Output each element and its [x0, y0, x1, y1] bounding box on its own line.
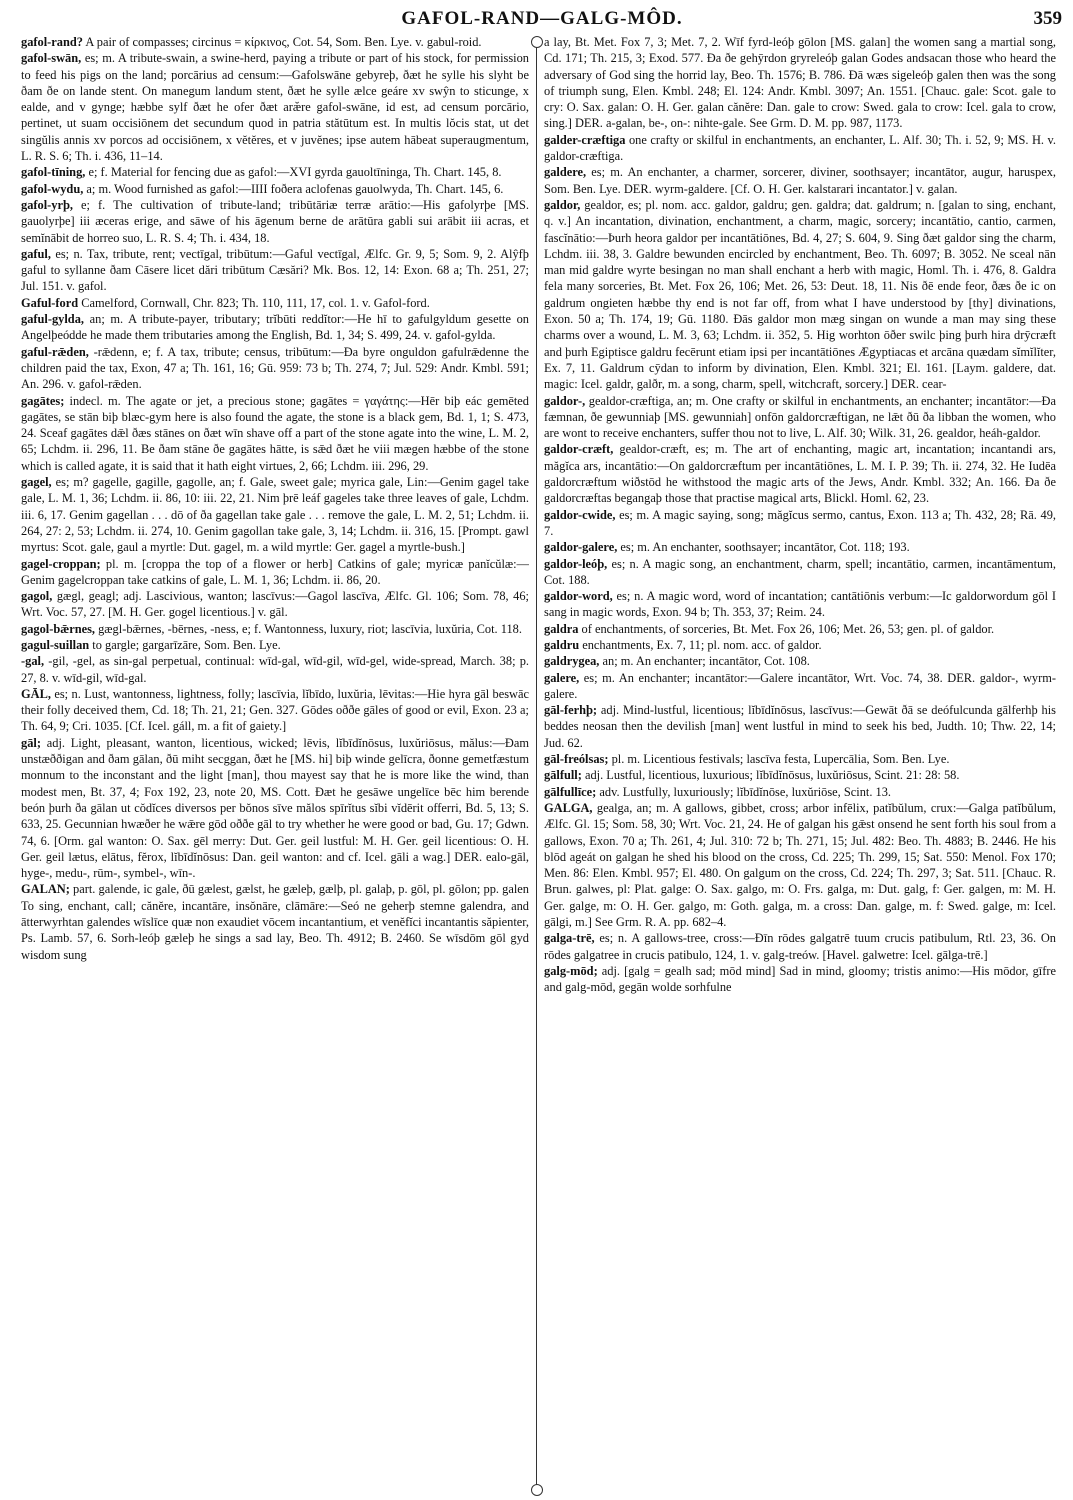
dictionary-entry — [21, 246, 529, 295]
dictionary-entry — [544, 132, 1056, 165]
headword: Gaful-ford — [21, 295, 79, 310]
dictionary-entry — [544, 930, 1056, 963]
entry-text: es; m. An enchanter, a charmer, sorcerer, diviner, soothsayer; incantātor, augur, haruspex, Som. Ben. Lye. DER. wyrm-galdere. [Cf. O. H. Ger. kalstarari incantator.] v. galan. — [544, 165, 1056, 196]
dictionary-entry — [21, 686, 529, 735]
headword: galdru — [544, 637, 580, 652]
entry-text: adj. Light, pleasant, wanton, licentious, wicked; lēvis, lĭbīdĭnōsus, luxŭriōsus, mălus:—Ðam unstæððigan and ðam gālan, ðū miht secggan, ðæt he [MS. hi] biþ winde gelīcra, ðonne gemetfæstum monnum to the inconstant and the light [man], thou mayest say that he is more like the wind, than modest men, Bt. 37, 4; Fox 192, 23, note 20, MS. Cott. Ðæt he gesāwe ungelīce bēc him berende beón þurh ða gālan ut cŏdĭces diversos per bŏnos sīve mălos spīrĭtus sĭbi vĭdērit offerri, Bd. 5, 13; S. 633, 25. Gecunnian hwæðer he wǣre gōd oððe gāl to try whether he were good or bad, Gu. 17; Gdwn. 74, 6. [Orm. gal wanton: O. Sax. gēl merry: Dut. Ger. geil lustful: M. H. Ger. geil licentious: O. H. Ger. geil lætus, elātus, fĕrox, lĭbīdĭnōsus: Dan. geil wanton: and cf. Icel. gāli a wag.] DER. ealo-gāl, hyge-, medu-, rūm-, symbel-, wīn-. — [21, 735, 529, 881]
entry-text: Camelford, Cornwall, Chr. 823; Th. 110, 111, 17, col. 1. v. Gafol-ford. — [78, 295, 430, 310]
entry-text: adj. [galg = gealh sad; mōd mind] Sad in mind, gloomy; tristis animo:—His mōdor, gīfre and galg-mōd, gegān wolde sorhfulne — [544, 963, 1056, 995]
dictionary-entry — [544, 539, 1056, 555]
entry-text: indecl. m. The agate or jet, a precious stone; gagātes = γαγάτης:—Hēr biþ eác gemēted gagātes, se stān biþ blæc-gym here is also found the agate, the stone is a black gem, Bd. 1, 1; S. 473, 24. Sceaf gagātes dǣl ðæs stānes on ðæt wīn shave off a part of the stone agate into the wine, L. M. 2, 65; Lchdm. ii. 296, 11. Be ðam stāne ðe gagātes hātte, is sǣd ðæt he viii mægen hæbbe of the stone which is called agate, it is said that it hath eight virtues, 2, 66; Lchdm. iii. 296, 29. — [21, 393, 529, 473]
entry-text: gealdor-cræftiga, an; m. One crafty or skilful in enchantments, an enchanter; incantātor:—Ða fæmnan, ðe gewunniaþ [MS. gewunniah] onfōn galdorcræftigan, ne lǣt ðū ða libban the women, who are wont to receive enchanters, suffer thou not to live, L. Alf. 30; Wilk. 31, 26. gealdor, heáh-galdor. — [544, 393, 1056, 441]
entry-text: -gil, -gel, as sin-gal perpetual, continual: wīd-gal, wīd-gil, wīd-gel, wide-spread, March. 38; p. 27, 8. v. wīd-gil, wīd-gal. — [21, 654, 529, 685]
page-title: GAFOL-RAND—GALG-MÔD. — [401, 8, 683, 29]
entry-text: es; n. A magic word, word of incantation; cantātiōnis verbum:—Ic galdorwordum gōl I sang in magic words, Exon. 94 b; Th. 353, 37; Reim. 24. — [544, 589, 1056, 620]
dictionary-entry — [544, 751, 1056, 767]
entry-text: e; f. Material for fencing due as gafol:—XVI gyrda gauoltīninga, Th. Chart. 145, 8. — [85, 165, 502, 180]
dictionary-entry — [544, 670, 1056, 703]
headword: gaful-rǣden, — [21, 344, 89, 359]
dictionary-entry — [21, 735, 529, 882]
dictionary-entry — [21, 50, 529, 164]
headword: gāl; — [21, 735, 41, 750]
entry-text: an; m. An enchanter; incantātor, Cot. 108. — [599, 654, 810, 669]
headword: GALAN; — [21, 882, 70, 897]
entry-text: to gargle; gargarīzāre, Som. Ben. Lye. — [89, 637, 281, 652]
headword: gagol, — [21, 589, 53, 604]
dictionary-entry — [544, 800, 1056, 930]
entry-text: es; m. An enchanter; incantātor:—Galere incantātor, Wrt. Voc. 74, 38. DER. galdor-, wyrm-galere. — [544, 670, 1056, 701]
headword: gagel-croppan; — [21, 556, 101, 571]
entry-text: es; m? gagelle, gagille, gagolle, an; f. Gale, sweet gale; myrica gale, Lin:—Genim gagel take gale, L. M. 1, 36; Lchdm. ii. 86, 10: iii. 22, 21. Nim þrē leáf gageles take three leaves of gale, Lchdm. iii. 6, 17. Genim gagellan . . . dō of ða gagellan take gale . . . remove the gale, L. M. 2, 51; Lchdm. ii. 264, 27: 2, 53; Lchdm. ii. 274, 10. Genim gagollan take gale, 3, 14; Lchdm. ii. 316, 15. [Prompt. gawl myrtus: Scot. gale, gaul a myrtle: Dut. gagel, m. a wild myrtle: Ger. gagel a myrtle-bush.] — [21, 475, 529, 555]
dictionary-entry — [21, 197, 529, 246]
entry-text: gealdor, es; pl. nom. acc. galdor, galdru; gen. galdra; dat. galdrum; n. [galan to sing, enchant, q. v.] An incantation, divination, enchantment, a charm, magic, sorcery; incantātio, cantio, carmen, fascĭnātio:—Þurh heora galdor per incantātiōnes, Bd. 4, 27; S. 604, 9. Sing ðæt galdor sing the charm, Lchdm. iii. 38, 3. Galdre bewunden encircled by enchantment, Beo. Th. 6097; B. 3052. Ne sceal nān man mid galdre wyrte besingan no man shall enchant a herb with magic, Homl. Th. i. 476, 8. Galdra fela many sorceries, Bt. Met. Fox 26, 106; Met. 26, 53: Deut. 18, 11. Nis ðē ende feor, ðæs ðe ic on galdrum ongieten hæbbe thy end is not far off, from what I have understood by [thy] divinations, Exon. 50 a; Th. 174, 19; Gū. 1180. Ðās galdor mon mæg singan on wunde a man may sing these charms over a wound, L. M. 3, 63; Lchdm. ii. 352, 5. Hig worhton ōðer swilc þing þurh hira drȳcræft and þurh Egiptisce galdru fecērunt etiam ipsi per incantātiōnes Ægyptiacas et arcāna quædam sĭmĭlĭter, Ex. 7, 11. Galdrum cȳdan to inform by divination, Elen. Kmbl. 321; El. 161. [Laym. galdere, dat. magic: Icel. galdr, galðr, m. a song, charm, spell, witchcraft, sorcery.] DER. cear- — [544, 197, 1056, 392]
entry-text: gealdor-cræft, es; m. The art of enchanting, magic art, incantation; incantandi ars, măgĭca ars, incantātio:—On galdorcræftum per incantātiōnes, L. M. I. P. 39; Th. ii. 274, 32. He Iudēa galdorcræftum wiðstōd he withstood the magic arts of the Jews, Andr. Kmbl. 332; An. 166. Ða ðe galdorcræftas begangaþ those that practise magical arts, Blickl. Homl. 62, 23. — [544, 442, 1056, 506]
headword: galdor-cwide, — [544, 507, 616, 522]
dictionary-entry — [21, 881, 529, 962]
dictionary-entry — [544, 441, 1056, 506]
dictionary-entry — [544, 556, 1056, 589]
headword: gagātes; — [21, 393, 65, 408]
headword: gafol-wydu, — [21, 181, 84, 196]
headword: galdor-galere, — [544, 540, 618, 555]
dictionary-entry — [544, 507, 1056, 540]
dictionary-entry — [21, 311, 529, 344]
entry-text: es; n. Tax, tribute, rent; vectīgal, tribūtum:—Gaful vectīgal, Ælfc. Gr. 9, 5; Som. 9, 2. Alŷfþ gaful to syllanne ðam Cāsere licet dări tribūtum Cæsări? Mk. Bos. 12, 14: Exon. 68 a; Th. 251, 27; Jul. 151. v. gafol. — [21, 246, 529, 294]
dictionary-entry — [544, 393, 1056, 442]
headword: GALGA, — [544, 800, 593, 815]
headword: galdor-cræft, — [544, 442, 614, 457]
entry-text: gealga, an; m. A gallows, gibbet, cross; arbor infēlix, patĭbŭlum, crux:—Galga patĭbŭlum, Ælfc. Gl. 15; Som. 58, 30; Wrt. Voc. 21, 24. He of galgan his gǣst onsend he sent forth his soul from a gallows, Exon. 70 a; Th. 261, 4; Jul. 310: 72 b; Th. 271, 15; Jul. 482: Beo. Th. 4883; B. 2446. He his blōd ageát on galgan he shed his blood on the cross, Cd. 225; Th. 299, 15; Sat. 550: Menol. Fox 170; Men. 86: Elen. Kmbl. 957; El. 480. On galgum on the cross, Cd. 224; Th. 297, 3; Sat. 511. [Chauc. R. Brun. galwes, pl: Plat. galge: O. Sax. galgo, m: O. Frs. galga, m: Dut. galg, f: Ger. galgen, m: M. H. Ger. galge, m: O. H. Ger. galgo, m: Goth. galga, m. a cross: Dan. galge, m. f: Swed. galge, m: Icel. gālgi, m.] See Grm. R. A. pp. 682–4. — [544, 800, 1056, 930]
headword: gafol-yrþ, — [21, 197, 73, 212]
headword: gagel, — [21, 475, 52, 490]
divider-ornament-bottom — [531, 1484, 543, 1496]
entry-text: of enchantments, of sorceries, Bt. Met. Fox 26, 106; Met. 26, 53; gen. pl. of galdor. — [578, 621, 995, 636]
dictionary-entry — [544, 653, 1056, 669]
entry-text: pl. m. [croppa the top of a flower or herb] Catkins of gale; myricæ panĭcŭlæ:—Genim gagelcroppan take catkins of gale, L. M. 1, 36; Lchdm. ii. 86, 20. — [21, 556, 529, 587]
entry-text: part. galende, ic gale, ðū gælest, gælst, he gæleþ, gælþ, pl. galaþ, p. gōl, pl. gōlon; pp. galen To sing, enchant, call; cănĕre, incantāre, insŏnāre, clāmāre:—Seó ne geherþ stemne galendra, and ātterwyrhtan galendes wīslīce quæ non exaudiet vōcem incantantium, et venĕfĭci incantantis săpienter, Ps. Lamb. 57, 6. Sorh-leóþ gæleþ he sings a sad lay, Beo. Th. 4912; B. 2460. Se wīsdōm gōl gyd wisdom sung — [21, 882, 529, 962]
dictionary-entry — [544, 767, 1056, 783]
entry-text: pl. m. Licentious festivals; lascīva festa, Lupercālia, Som. Ben. Lye. — [608, 752, 950, 767]
entry-text: adv. Lustfully, luxuriously; lĭbīdĭnōse, luxŭriōse, Scint. 13. — [596, 784, 892, 799]
dictionary-entry — [21, 556, 529, 589]
dictionary-entry — [544, 621, 1056, 637]
entry-text: es; m. An enchanter, soothsayer; incantātor, Cot. 118; 193. — [617, 540, 910, 555]
dictionary-entry — [21, 295, 529, 311]
entry-text: A pair of compasses; circinus = κίρκινος, Cot. 54, Som. Ben. Lye. v. gabul-roid. — [82, 35, 482, 49]
dictionary-entry — [21, 344, 529, 393]
headword: gaful-gylda, — [21, 312, 84, 327]
headword: galdor-, — [544, 393, 586, 408]
headword: galdor-word, — [544, 589, 613, 604]
dictionary-entry — [21, 164, 529, 180]
dictionary-entry — [21, 653, 529, 686]
entry-text: es; m. A tribute-swain, a swine-herd, paying a tribute or part of his stock, for permission to feed his pigs on the land; porcārius ad censum:—Gafolswāne gebyreþ, ðæt he sylle his slyht be ðam ðe on lande stent. On manegum landum stent, ðæt he sylle ælce geáre xv swŷn to sticunge, x ealde, and v gynge; hæbbe sylf ðæt he ofer ðæt aræ̆re gafol-swāne, id est, ad censum porcārio, pertinet, ut suam occisiōnem det secundum quod in patria stătūtum est. In multis lŏcis stat, ut det singŭlis annis xv porcos ad occisiōnem, x vĕtĕres, et v juvĕnes; ipse autem hābeat superaugmentum, L. R. S. 6; Th. i. 436, 11–14. — [21, 51, 529, 164]
dictionary-entry — [21, 474, 529, 555]
entry-text: es; n. Lust, wantonness, lightness, folly; lascīvia, lĭbīdo, luxŭria, lēvitas:—Hie hyra gāl beswāc their folly deceived them, Cd. 18; Th. 21, 21; Gen. 327. Gōdes oððe gāles of good or evil, Exon. 23 a; Th. 64, 9; Cri. 1035. [Cf. Icel. gáll, m. a fit of gaiety.] — [21, 686, 529, 734]
headword: galdere, — [544, 165, 587, 180]
right-column — [544, 34, 1056, 1490]
headword: gāl-freólsas; — [544, 752, 609, 767]
divider-ornament-top — [531, 36, 543, 48]
entry-text: e; f. The cultivation of tribute-land; tribūtāriæ terræ arātio:—His gafolyrþe [MS. gauolyrþe] iii æceras erige, and sāwe of his āgenum berne de arātūra gabli sui arābit iii acras, et semĭnābit de horreo suo, L. R. S. 4; Th. i. 434, 18. — [21, 197, 529, 245]
entry-text: a lay, Bt. Met. Fox 7, 3; Met. 7, 2. Wīf fyrd-leóþ gōlon [MS. galan] the women sang a martial song, Cd. 171; Th. 215, 3; Exod. 577. Ða ðe gehȳrdon gryreleóþ galan Godes andsacan those who heard the adversary of God sing the horrid lay, Beo. Th. 1576; B. 786. Ðā wæs sigeleóþ galen then was the song of triumph sung, Elen. Kmbl. 248; El. 124: Andr. Kmbl. 3097; An. 1551. [Chauc. gale: Scot. gale to cry: O. Sax. galan: O. H. Ger. galan cănĕre: Dan. gale to crow: Swed. gala to crow: Icel. gala to crow, sing.] DER. a-galan, be-, on-: nihte-gale. See Grm. D. M. pp. 987, 1173. — [544, 35, 1056, 131]
headword: galga-trē, — [544, 931, 595, 946]
headword: galder-cræftiga — [544, 132, 626, 147]
page-header — [22, 8, 1062, 32]
entry-text: adj. Lustful, licentious, luxurious; lĭbīdĭnōsus, luxŭriōsus, Scint. 21: 28: 58. — [581, 768, 960, 783]
dictionary-entry — [21, 181, 529, 197]
entry-text: es; n. A magic song, an enchantment, charm, spell; incantātio, carmen, incantāmentum, Cot. 188. — [544, 556, 1056, 587]
entry-text: enchantments, Ex. 7, 11; pl. nom. acc. of galdor. — [579, 637, 822, 652]
entry-text: an; m. A tribute-payer, tributary; trĭbūti reddĭtor:—He hī to gafulgyldum gesette on Angelþeódde he made them tributaries among the English, Bd. 1, 34; S. 499, 24. v. gafol-gylda. — [21, 312, 529, 343]
headword: GĀL, — [21, 686, 51, 701]
entry-text: one crafty or skilful in enchantments, an enchanter, L. Alf. 30; Th. i. 52, 9; MS. H. v. galdor-cræftiga. — [544, 132, 1056, 164]
headword: gagol-bǣrnes, — [21, 621, 95, 636]
headword: gafol-rand? — [21, 35, 83, 49]
dictionary-entry — [21, 588, 529, 621]
headword: galg-mōd; — [544, 963, 598, 978]
dictionary-entry — [21, 34, 529, 50]
dictionary-entry — [544, 197, 1056, 393]
entry-text: es; m. A magic saying, song; măgĭcus sermo, cantus, Exon. 113 a; Th. 432, 28; Rā. 49, 7. — [544, 507, 1056, 538]
dictionary-entry — [544, 784, 1056, 800]
headword: gafol-tīning, — [21, 165, 86, 180]
dictionary-entry — [544, 34, 1056, 132]
headword: gālfull; — [544, 768, 582, 783]
dictionary-entry — [544, 702, 1056, 751]
headword: galdra — [544, 621, 579, 636]
headword: gagul-suillan — [21, 637, 90, 652]
headword: -gal, — [21, 654, 45, 669]
dictionary-entry — [544, 164, 1056, 197]
headword: galdrygea, — [544, 654, 600, 669]
dictionary-entry — [21, 393, 529, 474]
headword: gāl-ferhþ; — [544, 703, 597, 718]
dictionary-entry — [544, 963, 1056, 996]
entry-text: gægl, geagl; adj. Lascivious, wanton; lascīvus:—Gagol lascīva, Ælfc. Gl. 106; Som. 78, 46; Wrt. Voc. 57, 27. [M. H. Ger. gogel licentious.] v. gāl. — [21, 589, 529, 620]
headword: galdor-leóþ, — [544, 556, 608, 571]
headword: galdor, — [544, 197, 581, 212]
left-column — [21, 34, 529, 1490]
headword: galere, — [544, 670, 580, 685]
headword: gaful, — [21, 246, 51, 261]
headword: gālfullīce; — [544, 784, 597, 799]
entry-text: adj. Mind-lustful, licentious; lĭbīdĭnōsus, lascīvus:—Gewāt ðā se deófulcunda gālferhþ his beddes neosan then the devilish [man] went lustful in mind to seek his bed, Judth. 10; Thw. 22, 14; Jud. 62. — [544, 703, 1056, 750]
entry-text: es; n. A gallows-tree, cross:—Ðīn rōdes galgatrē tuum crucis patibulum, Rtl. 23, 36. On rōdes galgatree in crucis patibulo, 124, 1. v. galg-treów. [Havel. galwetre: Icel. gālga-trē.] — [544, 931, 1056, 962]
page-number: 359 — [1033, 8, 1062, 29]
entry-text: a; m. Wood furnished as gafol:—IIII foðera aclofenas gauolwyda, Th. Chart. 145, 6. — [83, 181, 504, 196]
entry-text: gægl-bǣrnes, -bērnes, -ness, e; f. Wantonness, luxury, riot; lascīvia, luxŭria, Cot. 118. — [95, 621, 522, 636]
dictionary-entry — [21, 621, 529, 637]
dictionary-entry — [544, 637, 1056, 653]
entry-text: -rǣdenn, e; f. A tax, tribute; census, tribūtum:—Ða byre onguldon gafulrǣdenne the children paid the tax, Exon, 47 a; Th. 161, 16; Gū. 959: 73 b; Th. 274, 7; Jul. 529: Andr. Kmbl. 591; An. 296. v. gafol-rǣden. — [21, 344, 529, 392]
dictionary-entry — [544, 588, 1056, 621]
dictionary-entry — [21, 637, 529, 653]
column-divider — [536, 40, 537, 1488]
headword: gafol-swān, — [21, 51, 82, 66]
